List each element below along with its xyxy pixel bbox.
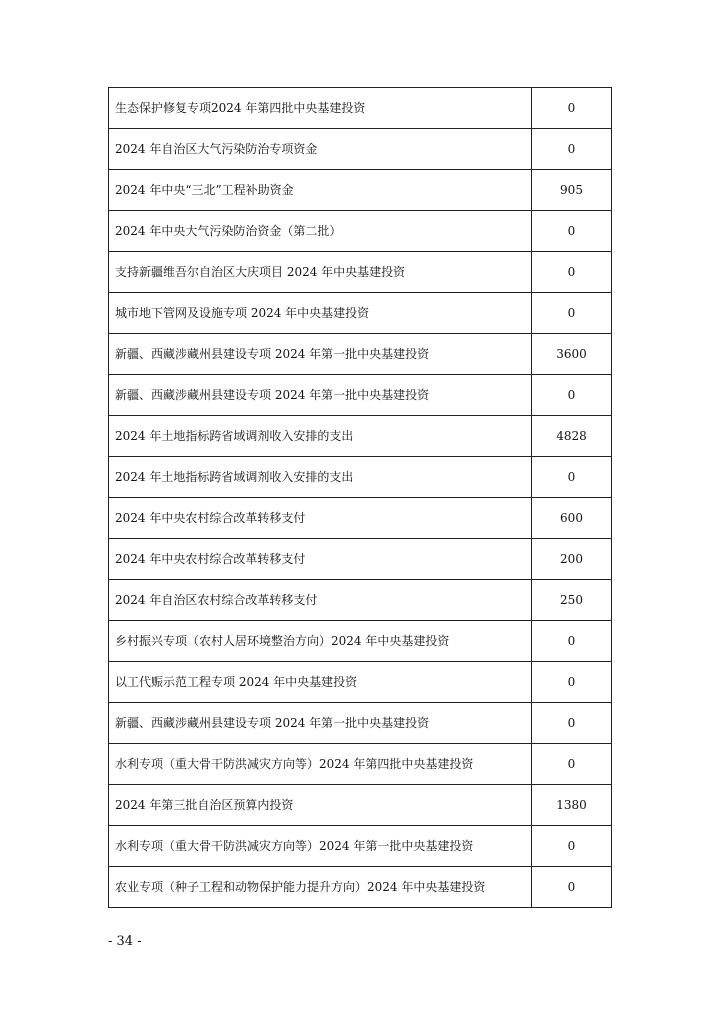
item-name-cell: 2024 年土地指标跨省域调剂收入安排的支出: [109, 416, 532, 457]
amount-cell: 250: [532, 580, 612, 621]
item-name-cell: 以工代赈示范工程专项 2024 年中央基建投资: [109, 662, 532, 703]
amount-cell: 0: [532, 211, 612, 252]
amount-cell: 0: [532, 744, 612, 785]
table-row: [109, 785, 612, 826]
amount-cell: 0: [532, 662, 612, 703]
item-name-cell: 水利专项（重大骨干防洪减灾方向等）2024 年第一批中央基建投资: [109, 826, 532, 867]
amount-cell: 0: [532, 867, 612, 908]
table-row: [109, 703, 612, 744]
table-row: [109, 498, 612, 539]
table-row: [109, 744, 612, 785]
table-row: [109, 334, 612, 375]
table-row: [109, 867, 612, 908]
item-name-cell: 城市地下管网及设施专项 2024 年中央基建投资: [109, 293, 532, 334]
amount-cell: 0: [532, 703, 612, 744]
table-row: [109, 88, 612, 129]
table-row: [109, 621, 612, 662]
amount-cell: 0: [532, 88, 612, 129]
amount-cell: 0: [532, 375, 612, 416]
table-row: [109, 539, 612, 580]
item-name-cell: 新疆、西藏涉藏州县建设专项 2024 年第一批中央基建投资: [109, 703, 532, 744]
table-row: [109, 375, 612, 416]
item-name-cell: 支持新疆维吾尔自治区大庆项目 2024 年中央基建投资: [109, 252, 532, 293]
table-row: [109, 580, 612, 621]
item-name-cell: 乡村振兴专项（农村人居环境整治方向）2024 年中央基建投资: [109, 621, 532, 662]
budget-table: [108, 87, 612, 908]
page-number: - 34 -: [108, 934, 142, 949]
amount-cell: 3600: [532, 334, 612, 375]
item-name-cell: 新疆、西藏涉藏州县建设专项 2024 年第一批中央基建投资: [109, 375, 532, 416]
item-name-cell: 2024 年自治区大气污染防治专项资金: [109, 129, 532, 170]
amount-cell: 0: [532, 457, 612, 498]
amount-cell: 0: [532, 621, 612, 662]
table-row: [109, 662, 612, 703]
amount-cell: 4828: [532, 416, 612, 457]
table-row: [109, 129, 612, 170]
item-name-cell: 2024 年土地指标跨省域调剂收入安排的支出: [109, 457, 532, 498]
amount-cell: 0: [532, 826, 612, 867]
item-name-cell: 农业专项（种子工程和动物保护能力提升方向）2024 年中央基建投资: [109, 867, 532, 908]
amount-cell: 600: [532, 498, 612, 539]
amount-cell: 0: [532, 293, 612, 334]
table-row: [109, 211, 612, 252]
item-name-cell: 2024 年中央农村综合改革转移支付: [109, 498, 532, 539]
item-name-cell: 2024 年中央大气污染防治资金（第二批）: [109, 211, 532, 252]
table-row: [109, 416, 612, 457]
amount-cell: 905: [532, 170, 612, 211]
item-name-cell: 生态保护修复专项2024 年第四批中央基建投资: [109, 88, 532, 129]
item-name-cell: 2024 年自治区农村综合改革转移支付: [109, 580, 532, 621]
item-name-cell: 2024 年中央农村综合改革转移支付: [109, 539, 532, 580]
table-row: [109, 170, 612, 211]
item-name-cell: 新疆、西藏涉藏州县建设专项 2024 年第一批中央基建投资: [109, 334, 532, 375]
table-row: [109, 252, 612, 293]
amount-cell: 0: [532, 252, 612, 293]
amount-cell: 200: [532, 539, 612, 580]
item-name-cell: 水利专项（重大骨干防洪减灾方向等）2024 年第四批中央基建投资: [109, 744, 532, 785]
budget-table-body: [109, 88, 612, 908]
amount-cell: 0: [532, 129, 612, 170]
item-name-cell: 2024 年中央“三北”工程补助资金: [109, 170, 532, 211]
table-row: [109, 293, 612, 334]
table-row: [109, 826, 612, 867]
table-row: [109, 457, 612, 498]
amount-cell: 1380: [532, 785, 612, 826]
item-name-cell: 2024 年第三批自治区预算内投资: [109, 785, 532, 826]
